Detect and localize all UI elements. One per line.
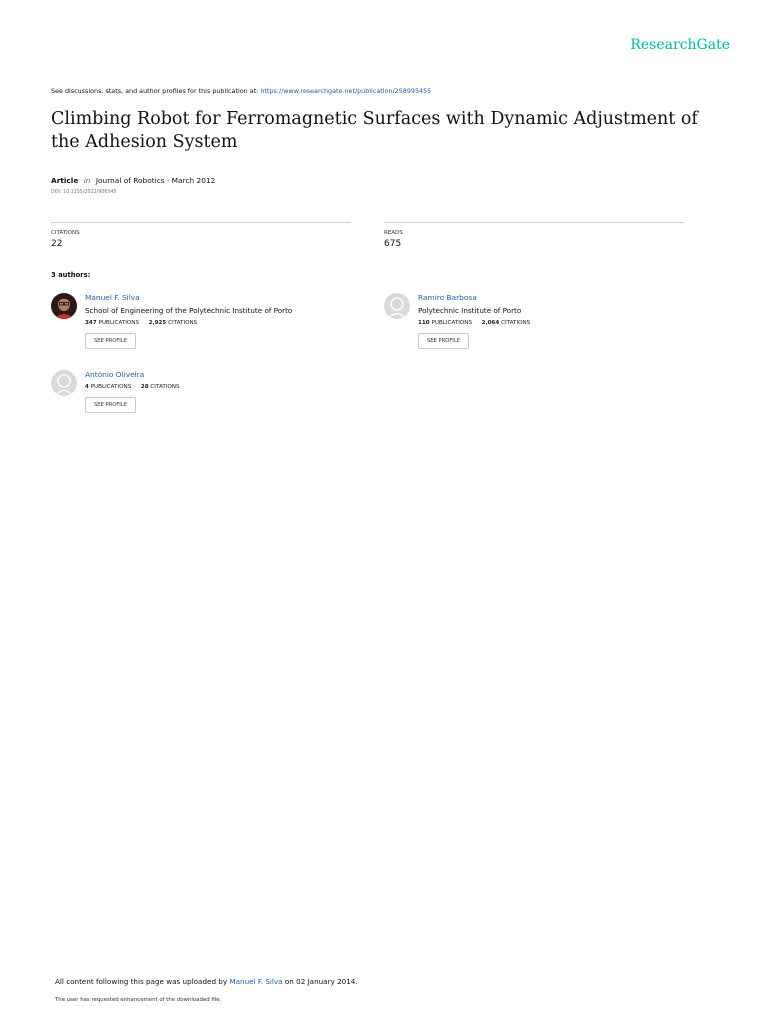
publications-label: PUBLICATIONS	[431, 320, 473, 326]
publications-count: 347	[85, 320, 97, 326]
article-meta	[51, 176, 215, 185]
avatar-placeholder-icon[interactable]	[51, 370, 77, 396]
see-profile-button[interactable]: SEE PROFILE	[85, 333, 136, 349]
author-stats	[85, 319, 292, 327]
publications-count: 4	[85, 384, 89, 390]
journal-info: Journal of Robotics · March 2012	[95, 176, 216, 185]
author-institution: School of Engineering of the Polytechnic Institute of Porto	[85, 306, 293, 315]
researchgate-logo[interactable]: ResearchGate	[630, 37, 730, 53]
publication-notice	[51, 87, 431, 95]
author-name-link[interactable]: Manuel F. Silva	[85, 293, 140, 302]
authors-heading: 3 authors:	[51, 271, 91, 279]
article-type: Article	[51, 176, 79, 185]
upload-notice	[55, 977, 358, 986]
publications-count: 110	[418, 320, 430, 326]
article-title: Climbing Robot for Ferromagnetic Surfaces with Dynamic Adjustment of the Adhesion System	[51, 109, 698, 152]
author-name-link[interactable]: António Oliveira	[85, 370, 145, 379]
publications-label: PUBLICATIONS	[98, 320, 140, 326]
author-info	[418, 293, 530, 349]
reads-label: READS	[384, 230, 403, 236]
upload-suffix: on 02 January 2014.	[282, 977, 358, 986]
author-institution: Polytechnic Institute of Porto	[418, 306, 522, 315]
author-name-link[interactable]: Ramiro Barbosa	[418, 293, 477, 302]
enhancement-notice: The user has requested enhancement of the downloaded file.	[55, 997, 222, 1003]
upload-prefix: All content following this page was uploaded by	[55, 977, 230, 986]
see-profile-button[interactable]: SEE PROFILE	[85, 397, 136, 413]
meta-in: in	[83, 176, 91, 185]
citations-label: CITATIONS	[168, 320, 198, 326]
author-info	[85, 370, 180, 413]
avatar-placeholder-icon[interactable]	[384, 293, 410, 319]
uploader-link[interactable]: Manuel F. Silva	[229, 977, 283, 986]
see-profile-button[interactable]: SEE PROFILE	[418, 333, 469, 349]
publications-label: PUBLICATIONS	[90, 384, 132, 390]
notice-text: See discussions, stats, and author profiles for this publication at:	[51, 87, 261, 95]
reads-stat	[384, 222, 684, 249]
citations-count: 2,925	[148, 320, 167, 326]
citations-count: 2,064	[481, 320, 500, 326]
author-stats	[418, 319, 530, 327]
citations-stat	[51, 222, 351, 249]
citations-label: CITATIONS	[501, 320, 531, 326]
reads-value: 675	[384, 239, 402, 249]
citations-label: CITATIONS	[150, 384, 180, 390]
doi: DOI: 10.1155/2012/906545	[51, 190, 117, 195]
citations-label: CITATIONS	[51, 230, 80, 236]
publication-link[interactable]: https://www.researchgate.net/publication/258995455	[260, 87, 432, 95]
citations-count: 28	[140, 384, 149, 390]
author-info	[85, 293, 292, 349]
citations-value: 22	[51, 239, 63, 249]
author-photo-avatar[interactable]	[51, 293, 77, 319]
author-stats	[85, 383, 180, 391]
